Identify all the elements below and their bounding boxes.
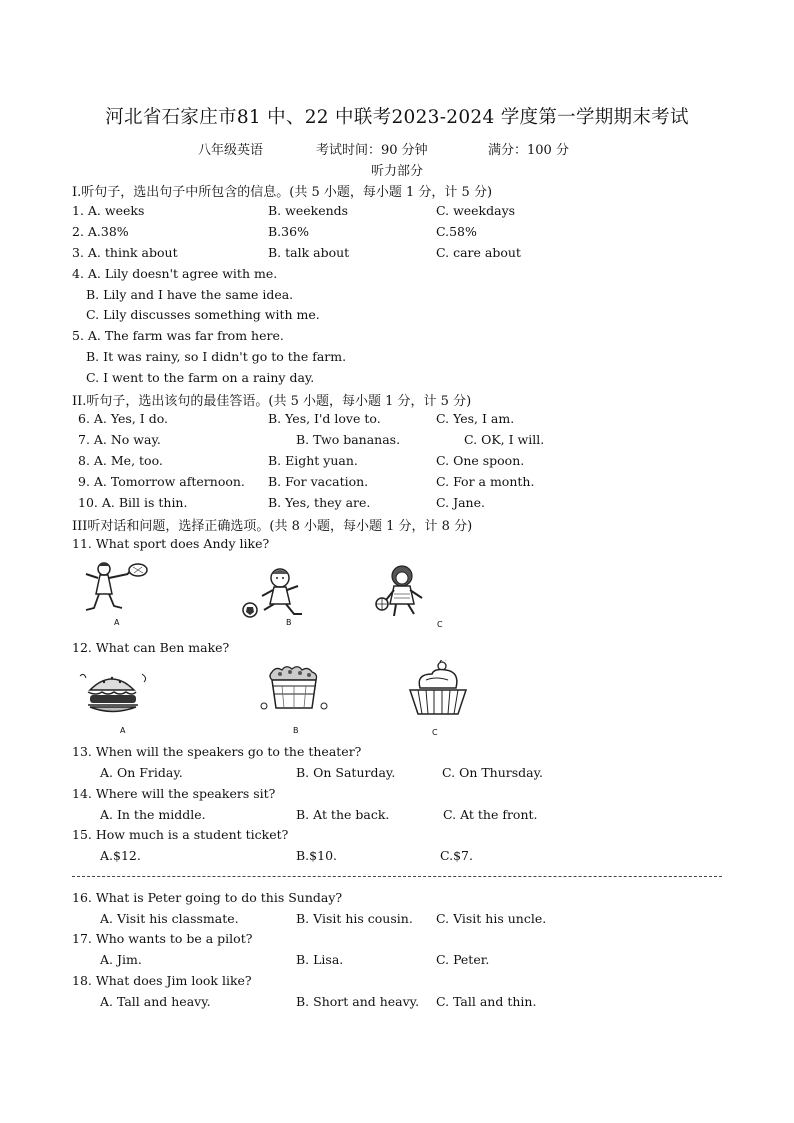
option-c: C. Lily discusses something with me. (86, 307, 320, 322)
option-a: A. Tall and heavy. (100, 994, 211, 1009)
question-line (0, 744, 794, 764)
q11-pictures (0, 560, 794, 632)
picture-label: A (120, 726, 126, 735)
option-b: B.$10. (296, 848, 337, 863)
option-c: C. Yes, I am. (436, 411, 515, 426)
hamburger-image (78, 666, 150, 720)
soccer-player-image (236, 566, 316, 622)
option-a: A. Jim. (100, 952, 142, 967)
question-line (0, 890, 794, 910)
option-b: B. For vacation. (268, 474, 369, 489)
option-a: 8. A. Me, too. (78, 453, 163, 468)
question-text: 16. What is Peter going to do this Sunday? (72, 890, 343, 905)
question-line (0, 827, 794, 847)
option-c: C. Jane. (436, 495, 485, 510)
picture-label: C (437, 620, 443, 629)
question-row (0, 224, 794, 244)
tennis-player-image (78, 560, 158, 618)
option-a: 10. A. Bill is thin. (78, 495, 188, 510)
popcorn-image (256, 664, 332, 718)
question-row (0, 432, 794, 452)
option-b: B. Yes, they are. (268, 495, 371, 510)
question-line (0, 536, 794, 556)
option-c: C. weekdays (436, 203, 516, 218)
option-c: C. For a month. (436, 474, 535, 489)
question-line (0, 328, 794, 348)
option-a: 9. A. Tomorrow afternoon. (78, 474, 245, 489)
question-row (0, 807, 794, 827)
option-a: 1. A. weeks (72, 203, 145, 218)
option-c: C. Peter. (436, 952, 490, 967)
question-row (0, 453, 794, 473)
question-row (0, 411, 794, 431)
question-line (0, 786, 794, 806)
option-a: A. Visit his classmate. (100, 911, 239, 926)
option-c: C. Tall and thin. (436, 994, 537, 1009)
picture-label: A (114, 618, 120, 627)
question-line (0, 973, 794, 993)
option-a: 4. A. Lily doesn't agree with me. (72, 266, 278, 281)
question-text: 13. When will the speakers go to the theater? (72, 744, 362, 759)
question-row (0, 765, 794, 785)
basketball-player-image (370, 564, 440, 620)
option-b: B. Visit his cousin. (296, 911, 413, 926)
question-line (0, 931, 794, 951)
option-c: C. care about (436, 245, 521, 260)
option-b: B. Lisa. (296, 952, 344, 967)
question-text: 17. Who wants to be a pilot? (72, 931, 253, 946)
option-b: B. It was rainy, so I didn't go to the farm. (86, 349, 347, 364)
question-row (0, 203, 794, 223)
option-a: 5. A. The farm was far from here. (72, 328, 284, 343)
question-row (0, 911, 794, 931)
question-row (0, 994, 794, 1014)
option-c: C.$7. (440, 848, 473, 863)
question-line (0, 266, 794, 286)
question-row (0, 245, 794, 265)
dashed-divider (72, 876, 722, 877)
option-c: C. On Thursday. (442, 765, 543, 780)
option-c: C. I went to the farm on a rainy day. (86, 370, 315, 385)
option-b: B. Two bananas. (296, 432, 401, 447)
part2-heading: II.听句子，选出该句的最佳答语。(共 5 小题，每小题 1 分，计 5 分) (72, 394, 472, 409)
option-b: B. At the back. (296, 807, 390, 822)
option-c: C.58% (436, 224, 477, 239)
option-a: A.$12. (100, 848, 141, 863)
question-text: 12. What can Ben make? (72, 640, 230, 655)
option-a: A. In the middle. (100, 807, 206, 822)
question-line (0, 287, 794, 307)
question-row (0, 474, 794, 494)
option-b: B. weekends (268, 203, 349, 218)
option-a: 6. A. Yes, I do. (78, 411, 168, 426)
picture-label: C (432, 728, 438, 737)
option-a: 7. A. No way. (78, 432, 161, 447)
question-text: 18. What does Jim look like? (72, 973, 252, 988)
question-row (0, 848, 794, 868)
picture-label: B (286, 618, 292, 627)
option-b: B. Lily and I have the same idea. (86, 287, 294, 302)
option-b: B. Short and heavy. (296, 994, 420, 1009)
part3-heading: III听对话和问题，选择正确选项。(共 8 小题，每小题 1 分，计 8 分) (72, 519, 473, 534)
option-c: C. One spoon. (436, 453, 525, 468)
question-text: 11. What sport does Andy like? (72, 536, 270, 551)
section-name: 听力部分 (370, 164, 423, 179)
exam-time: 考试时间：90 分钟 (316, 143, 428, 158)
question-line (0, 349, 794, 369)
question-row (0, 495, 794, 515)
option-a: A. On Friday. (100, 765, 183, 780)
option-b: B. talk about (268, 245, 350, 260)
question-text: 15. How much is a student ticket? (72, 827, 289, 842)
part1-heading: I.听句子，选出句子中所包含的信息。(共 5 小题，每小题 1 分，计 5 分) (72, 185, 493, 200)
option-c: C. OK, I will. (464, 432, 545, 447)
option-b: B.36% (268, 224, 309, 239)
picture-label: B (293, 726, 299, 735)
question-line (0, 640, 794, 660)
question-line (0, 370, 794, 390)
option-b: B. Eight yuan. (268, 453, 358, 468)
option-c: C. Visit his uncle. (436, 911, 547, 926)
question-row (0, 952, 794, 972)
q12-pictures (0, 660, 794, 740)
option-a: 3. A. think about (72, 245, 178, 260)
cupcake-image (402, 660, 474, 720)
exam-title: 河北省石家庄市81 中、22 中联考2023-2024 学度第一学期期末考试 (105, 107, 689, 128)
full-score: 满分：100 分 (488, 143, 569, 158)
grade-subject: 八年级英语 (198, 143, 264, 158)
question-line (0, 307, 794, 327)
option-b: B. On Saturday. (296, 765, 396, 780)
question-text: 14. Where will the speakers sit? (72, 786, 276, 801)
option-a: 2. A.38% (72, 224, 129, 239)
option-b: B. Yes, I'd love to. (268, 411, 381, 426)
option-c: C. At the front. (443, 807, 538, 822)
